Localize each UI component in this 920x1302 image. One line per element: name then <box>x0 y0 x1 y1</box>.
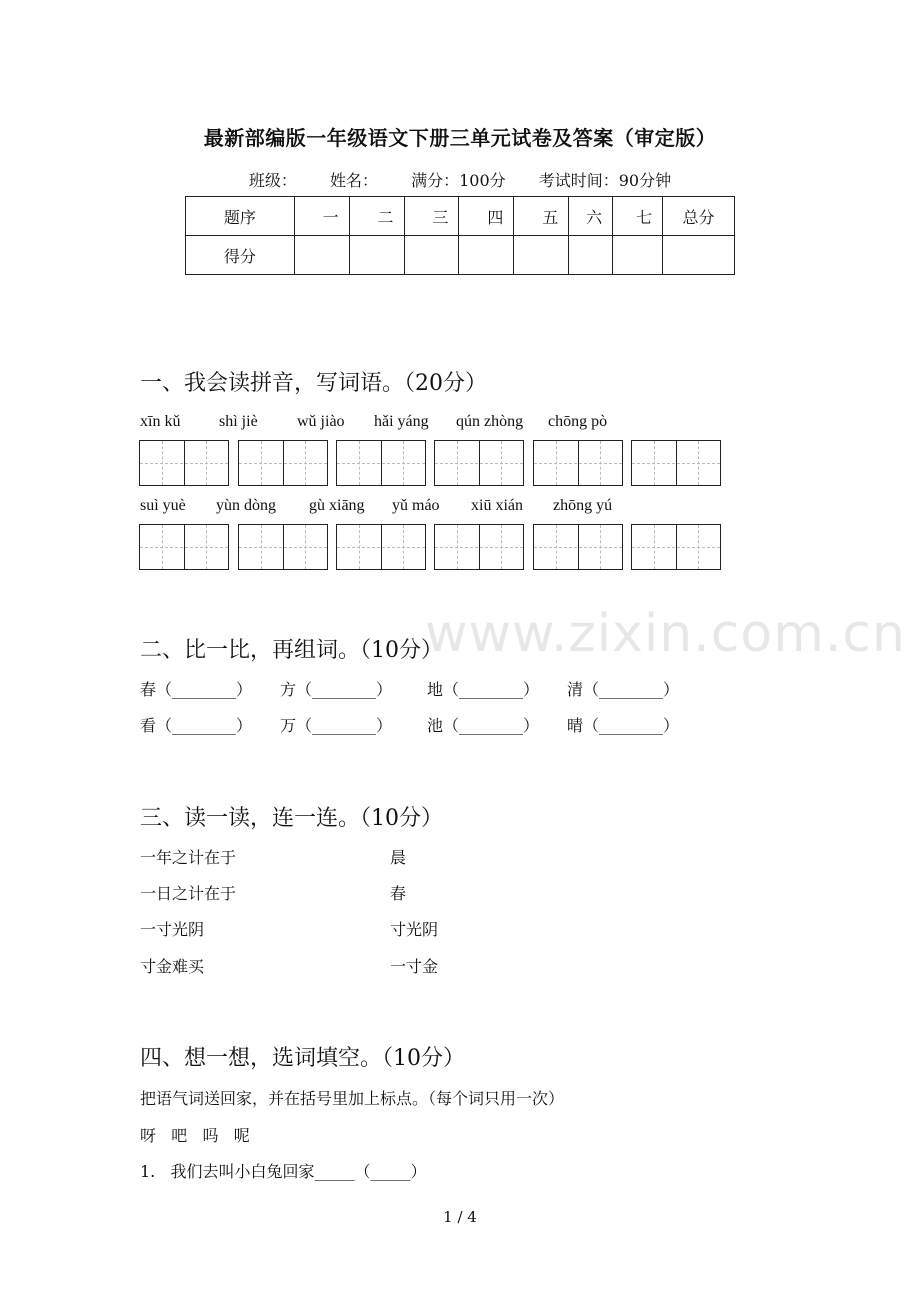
score-cell[interactable] <box>294 236 349 275</box>
name-label: 姓名： <box>329 171 378 190</box>
watermark: www.zixin.com.cn <box>425 604 906 664</box>
match-right-item[interactable]: 晨 <box>390 848 407 867</box>
section4-heading: 四、想一想，选词填空。（10分） <box>140 1046 465 1071</box>
score-table-header-row <box>186 197 735 236</box>
match-left-item[interactable]: 一日之计在于 <box>140 884 237 903</box>
section3-heading: 三、读一读，连一连。（10分） <box>140 806 443 831</box>
score-cell[interactable] <box>663 236 735 275</box>
match-left-item[interactable]: 一年之计在于 <box>140 848 237 867</box>
header-cell: 七 <box>613 197 663 236</box>
compare-item[interactable]: 池（________） <box>427 716 540 735</box>
header-cell: 题序 <box>186 197 295 236</box>
match-right-item[interactable]: 寸光阴 <box>390 920 439 939</box>
score-cell[interactable] <box>404 236 459 275</box>
compare-item[interactable]: 晴（________） <box>567 716 680 735</box>
section2-heading: 二、比一比，再组词。（10分） <box>140 638 443 663</box>
header-cell: 四 <box>459 197 514 236</box>
writing-cell-pair[interactable] <box>139 524 229 570</box>
match-left-item[interactable]: 寸金难买 <box>140 957 205 976</box>
score-table <box>185 196 735 275</box>
score-cell[interactable] <box>569 236 613 275</box>
pinyin-label: yùn dòng <box>216 497 276 514</box>
full-score-label: 满分：100分 <box>411 171 506 190</box>
header-cell: 五 <box>514 197 569 236</box>
pinyin-label: chōng pò <box>548 413 608 430</box>
section1-heading: 一、我会读拼音，写词语。（20分） <box>140 371 487 396</box>
header-cell: 二 <box>349 197 404 236</box>
page-number: 1 / 4 <box>443 1208 477 1226</box>
pinyin-label: yǔ máo <box>392 497 440 514</box>
pinyin-label: shì jiè <box>219 413 258 430</box>
document-title: 最新部编版一年级语文下册三单元试卷及答案（审定版） <box>203 126 717 150</box>
score-cell[interactable] <box>459 236 514 275</box>
pinyin-label: hǎi yáng <box>374 413 429 430</box>
modal-particle-options: 呀 吧 吗 呢 <box>140 1126 250 1145</box>
pinyin-label: xīn kǔ <box>140 413 181 430</box>
compare-item[interactable]: 方（________） <box>280 680 393 699</box>
writing-cell-pair[interactable] <box>631 524 721 570</box>
pinyin-label: zhōng yú <box>553 497 613 514</box>
score-row-label: 得分 <box>186 236 295 275</box>
compare-item[interactable]: 地（________） <box>427 680 540 699</box>
writing-cell-pair[interactable] <box>238 440 328 486</box>
exam-info-line <box>0 168 920 191</box>
score-cell[interactable] <box>613 236 663 275</box>
question-1[interactable]: 1. 我们去叫小白兔回家_____（_____） <box>140 1162 427 1181</box>
writing-cell-pair[interactable] <box>139 440 229 486</box>
writing-cell-pair[interactable] <box>533 440 623 486</box>
compare-item[interactable]: 万（________） <box>280 716 393 735</box>
exam-time-label: 考试时间：90分钟 <box>538 171 672 190</box>
class-label: 班级： <box>248 171 297 190</box>
match-right-item[interactable]: 一寸金 <box>390 957 439 976</box>
pinyin-label: wǔ jiào <box>297 413 345 430</box>
matching-exercise <box>140 845 540 985</box>
pinyin-label: xiū xián <box>471 497 523 514</box>
compare-item[interactable]: 清（________） <box>567 680 680 699</box>
score-cell[interactable] <box>349 236 404 275</box>
writing-grid-row-1 <box>139 440 723 486</box>
writing-cell-pair[interactable] <box>631 440 721 486</box>
match-left-item[interactable]: 一寸光阴 <box>140 920 205 939</box>
pinyin-label: suì yuè <box>140 497 186 514</box>
header-cell: 六 <box>569 197 613 236</box>
writing-grid-row-2 <box>139 524 723 570</box>
writing-cell-pair[interactable] <box>434 524 524 570</box>
writing-cell-pair[interactable] <box>434 440 524 486</box>
header-cell: 三 <box>404 197 459 236</box>
compare-item[interactable]: 看（________） <box>140 716 253 735</box>
writing-cell-pair[interactable] <box>533 524 623 570</box>
score-cell[interactable] <box>514 236 569 275</box>
writing-cell-pair[interactable] <box>336 524 426 570</box>
pinyin-label: gù xiāng <box>309 497 365 514</box>
header-cell: 总分 <box>663 197 735 236</box>
score-table-score-row <box>186 236 735 275</box>
compare-item[interactable]: 春（________） <box>140 680 253 699</box>
writing-cell-pair[interactable] <box>336 440 426 486</box>
header-cell: 一 <box>294 197 349 236</box>
writing-cell-pair[interactable] <box>238 524 328 570</box>
section4-instruction: 把语气词送回家，并在括号里加上标点。（每个词只用一次） <box>140 1089 565 1108</box>
match-right-item[interactable]: 春 <box>390 884 407 903</box>
pinyin-label: qún zhòng <box>456 413 524 430</box>
